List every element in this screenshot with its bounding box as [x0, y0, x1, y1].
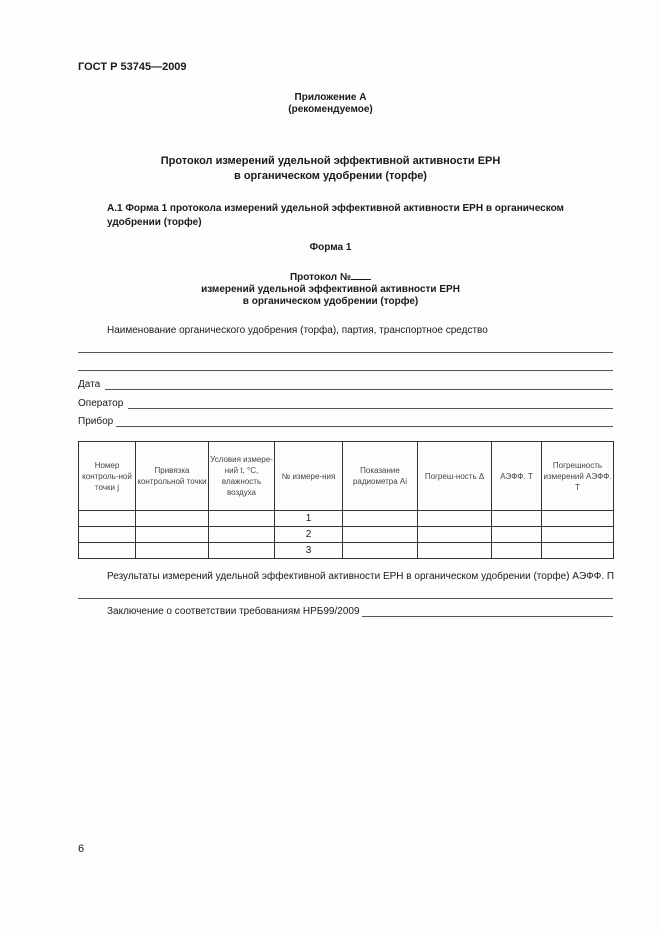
document-code: ГОСТ Р 53745—2009: [78, 61, 187, 73]
device-label: Прибор: [78, 416, 114, 427]
main-title-line2: в органическом удобрении (торфе): [234, 170, 427, 182]
main-title: [0, 154, 661, 184]
measurement-number: 1: [275, 511, 343, 527]
conclusion-line[interactable]: [362, 616, 613, 617]
appendix-heading: [0, 92, 661, 116]
protocol-line3: в органическом удобрении (торфе): [242, 296, 419, 307]
header-conditions: Условия измере-ний t, °С, влажность воздуха: [209, 442, 275, 511]
protocol-heading: [0, 270, 661, 308]
header-measurement-number: № измере-ния: [275, 442, 343, 511]
measurement-number: 2: [275, 527, 343, 543]
header-point-number: Номер контроль-ной точки j: [79, 442, 136, 511]
results-line[interactable]: [78, 598, 613, 599]
table-row: [79, 527, 614, 543]
page-number: 6: [78, 843, 85, 855]
appendix-title: Приложение А: [294, 92, 367, 103]
header-point-binding: Привязка контрольной точки: [136, 442, 209, 511]
table-row: [79, 511, 614, 527]
appendix-status: (рекомендуемое): [288, 104, 373, 115]
results-label: Результаты измерений удельной эффективной активности ЕРН в органическом удобрении (торфе) AЭФФ. П: [107, 571, 615, 582]
measurement-number: 3: [275, 543, 343, 559]
protocol-number-blank[interactable]: [351, 270, 371, 280]
fertilizer-name-line-1[interactable]: [78, 352, 613, 353]
header-a-eff: AЭФФ. Т: [492, 442, 542, 511]
date-label: Дата: [78, 379, 101, 390]
date-line[interactable]: [105, 389, 613, 390]
measurement-table: [78, 441, 614, 559]
main-title-line1: Протокол измерений удельной эффективной активности ЕРН: [160, 155, 501, 167]
table-row: [79, 543, 614, 559]
protocol-line2: измерений удельной эффективной активности ЕРН: [201, 284, 460, 295]
protocol-number: Протокол №: [0, 270, 661, 284]
header-measurement-error: Погрешность измерений AЭФФ. Т: [542, 442, 614, 511]
fertilizer-name-label: Наименование органического удобрения (торфа), партия, транспортное средство: [107, 325, 488, 336]
fertilizer-name-line-2[interactable]: [78, 370, 613, 371]
form-label: Форма 1: [309, 242, 352, 253]
header-radiometer-reading: Показание радиометра Ai: [343, 442, 418, 511]
table-header-row: [79, 442, 614, 511]
device-line[interactable]: [116, 426, 613, 427]
operator-label: Оператор: [78, 398, 124, 409]
conclusion-label: Заключение о соответствии требованиям НРБ99/2009: [107, 606, 360, 617]
operator-line[interactable]: [128, 408, 613, 409]
header-error: Погреш-ность Δ: [418, 442, 492, 511]
section-heading: А.1 Форма 1 протокола измерений удельной эффективной активности ЕРН в органическом удобрении (торфе): [107, 203, 564, 228]
